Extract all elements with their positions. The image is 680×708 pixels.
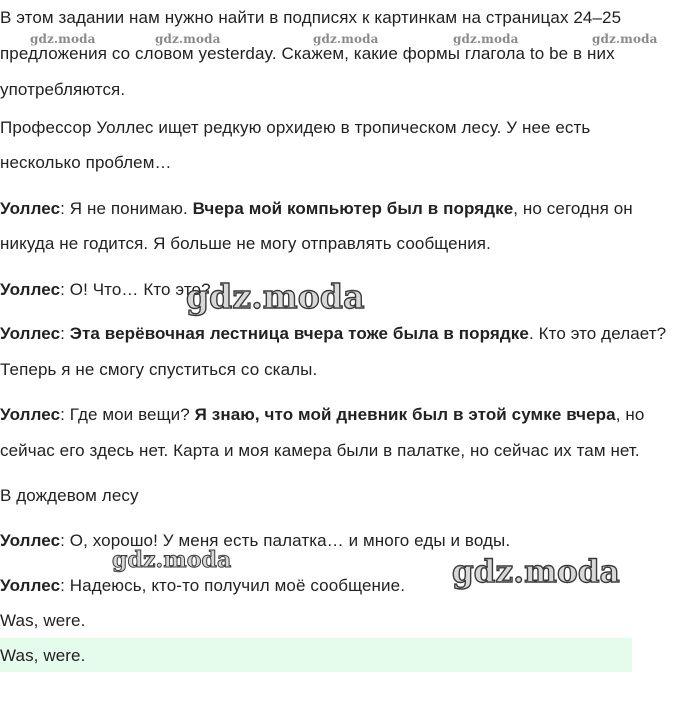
watermark-small: gdz.moda	[453, 32, 519, 46]
dialogue-text: , но	[615, 405, 645, 424]
dialogue-line: никуда не годится. Я больше не могу отправлять сообщения.	[0, 234, 491, 253]
dialogue-line: сейчас его здесь нет. Карта и моя камера были в палатке, но сейчас их там нет.	[0, 441, 640, 460]
dialogue-text: : Надеюсь, кто-то получил моё сообщение.	[60, 576, 406, 595]
speaker-name: Уоллес	[0, 405, 61, 424]
speaker-name: Уоллес	[0, 199, 61, 218]
watermark-large: gdz.moda	[452, 554, 620, 590]
speaker-name: Уоллес	[0, 531, 61, 550]
dialogue-text: : Я не понимаю.	[60, 199, 193, 218]
highlighted-sentence: Вчера мой компьютер был в порядке	[192, 199, 514, 218]
watermark-small: gdz.moda	[155, 32, 221, 46]
dialogue-line	[0, 198, 633, 220]
dialogue-line	[0, 575, 405, 597]
intro-line: употребляются.	[0, 80, 126, 99]
dialogue-line: Теперь я не смогу спуститься со скалы.	[0, 360, 318, 379]
answer-text: Was, were.	[0, 611, 86, 630]
watermark-large: gdz.moda	[112, 547, 232, 573]
highlighted-sentence: Эта верёвочная лестница вчера тоже была в порядке	[69, 324, 529, 343]
watermark-small: gdz.moda	[313, 32, 379, 46]
story-line: несколько проблем…	[0, 153, 172, 172]
answer-box-text: Was, were.	[0, 646, 86, 665]
intro-line: В этом задании нам нужно найти в подписях к картинкам на страницах 24–25	[0, 8, 622, 27]
watermark-large: gdz.moda	[186, 277, 365, 316]
highlighted-sentence: Я знаю, что мой дневник был в этой сумке вчера	[194, 405, 616, 424]
dialogue-text: : О, хорошо! У меня есть палатка… и много еды и воды.	[60, 531, 511, 550]
dialogue-line	[0, 404, 644, 426]
dialogue-line	[0, 323, 666, 345]
intro-line: предложения со словом yesterday. Скажем, какие формы глагола to be в них	[0, 44, 615, 63]
speaker-name: Уоллес	[0, 576, 61, 595]
dialogue-text: : О! Что… Кто это?	[60, 280, 211, 299]
dialogue-text: , но сегодня он	[513, 199, 633, 218]
dialogue-line	[0, 279, 211, 301]
dialogue-text: : Где мои вещи?	[60, 405, 195, 424]
speaker-name: Уоллес	[0, 324, 61, 343]
speaker-name: Уоллес	[0, 280, 61, 299]
dialogue-text: . Кто это делает?	[528, 324, 667, 343]
watermark-small: gdz.moda	[592, 32, 658, 46]
section-caption: В дождевом лесу	[0, 486, 139, 505]
dialogue-line	[0, 530, 510, 552]
watermark-small: gdz.moda	[30, 32, 96, 46]
story-line: Профессор Уоллес ищет редкую орхидею в тропическом лесу. У нее есть	[0, 118, 591, 137]
answer-box	[0, 638, 632, 672]
dialogue-text: :	[60, 324, 70, 343]
